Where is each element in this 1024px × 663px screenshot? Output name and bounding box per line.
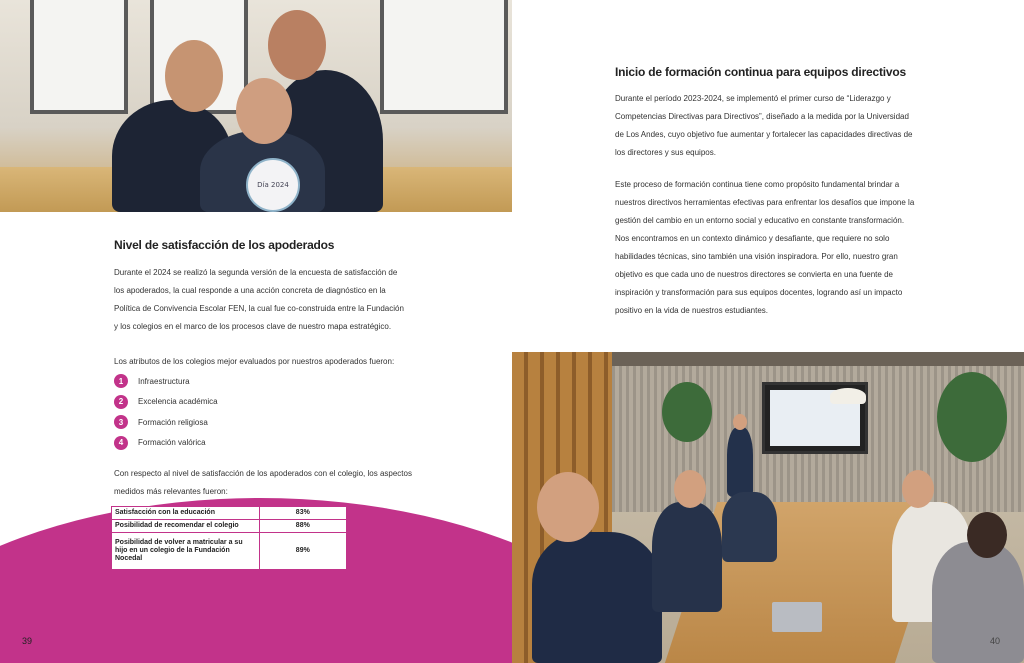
satisfaction-table	[111, 506, 347, 570]
value-cell: 89%	[259, 533, 346, 570]
aspect-cell: Satisfacción con la educación	[112, 507, 260, 520]
attribute-item	[114, 433, 364, 454]
number-badge: 1	[114, 374, 128, 388]
laptop	[772, 602, 822, 632]
paragraph: Este proceso de formación continua tiene como propósito fundamental brindar a nuestros directivos herramientas efectivas para enfrentar los desafíos que impone la gestión del cambio en un entorno social y educativo en constante transformación. Nos encontramos en un contexto dinámico y desafiante, que requiere no solo habilidades técnicas, sino también una visión inspiradora. Por ello, nuestro gran objetivo es que cada uno de nuestros directores se convierta en una fuente de inspiración y transformación para sus equipos docentes, logrando así un impacto positivo en la vida de nuestros estudiantes.	[615, 180, 915, 315]
window-frame	[30, 0, 128, 114]
attendee-head	[902, 470, 934, 508]
section-title: Inicio de formación continua para equipos directivos	[615, 65, 906, 79]
number-badge: 2	[114, 395, 128, 409]
table-row	[112, 507, 347, 520]
page-number: 39	[22, 636, 33, 646]
table-row	[112, 520, 347, 533]
right-page	[512, 0, 1024, 663]
meeting-photo	[512, 352, 1024, 663]
attribute-label: Infraestructura	[138, 376, 190, 386]
attributes-intro: Los atributos de los colegios mejor evaluados por nuestros apoderados fueron:	[114, 357, 395, 366]
attribute-item	[114, 412, 364, 433]
ceiling	[612, 352, 1024, 366]
plant	[662, 382, 712, 442]
presenter-head	[733, 414, 747, 430]
aspect-cell: Posibilidad de volver a matricular a su hijo en un colegio de la Fundación Nocedal	[112, 533, 260, 570]
attendee-head	[537, 472, 599, 542]
attendee-head	[674, 470, 706, 508]
family-photo	[0, 0, 512, 212]
attribute-item	[114, 392, 364, 413]
pendant-lamp	[830, 388, 866, 404]
attribute-label: Excelencia académica	[138, 397, 218, 407]
paragraph: Durante el período 2023-2024, se implementó el primer curso de “Liderazgo y Competencias Directivas para Directivos”, diseñado a la medida por la Universidad de Los Andes, cuyo objetivo fue aumentar y fortalecer las capacidades directivas de los directores y sus equipos.	[615, 94, 913, 157]
satisfaction-intro: Con respecto al nivel de satisfacción de los apoderados con el colegio, los aspectos medidos más relevantes fueron:	[114, 469, 412, 496]
window-frame	[380, 0, 508, 114]
presenter	[727, 427, 753, 497]
attendee	[532, 532, 662, 663]
handmade-card	[246, 158, 300, 212]
man-head	[165, 40, 223, 112]
attribute-item	[114, 371, 364, 392]
section-title: Nivel de satisfacción de los apoderados	[114, 238, 335, 252]
girl-head	[236, 78, 292, 144]
aspect-cell: Posibilidad de recomendar el colegio	[112, 520, 260, 533]
plant	[937, 372, 1007, 462]
number-badge: 3	[114, 415, 128, 429]
attendee	[722, 492, 777, 562]
attribute-label: Formación religiosa	[138, 417, 208, 427]
intro-paragraph: Durante el 2024 se realizó la segunda versión de la encuesta de satisfacción de los apoderados, la cual responde a una acción concreta de diagnóstico en la Política de Convivencia Escolar FEN, la cual fue co-construida entre la Fundación y los colegios en el marco de los procesos clave de nuestro mapa estratégico.	[114, 268, 404, 331]
attendee	[932, 542, 1024, 663]
attribute-label: Formación valórica	[138, 438, 206, 448]
number-badge: 4	[114, 436, 128, 450]
value-cell: 83%	[259, 507, 346, 520]
attendee	[652, 502, 722, 612]
table-row	[112, 533, 347, 570]
attributes-list	[114, 371, 364, 453]
woman-head	[268, 10, 326, 80]
card-text: Día 2024	[257, 181, 289, 189]
attendee-head	[967, 512, 1007, 558]
page-number: 40	[990, 636, 1001, 646]
value-cell: 88%	[259, 520, 346, 533]
